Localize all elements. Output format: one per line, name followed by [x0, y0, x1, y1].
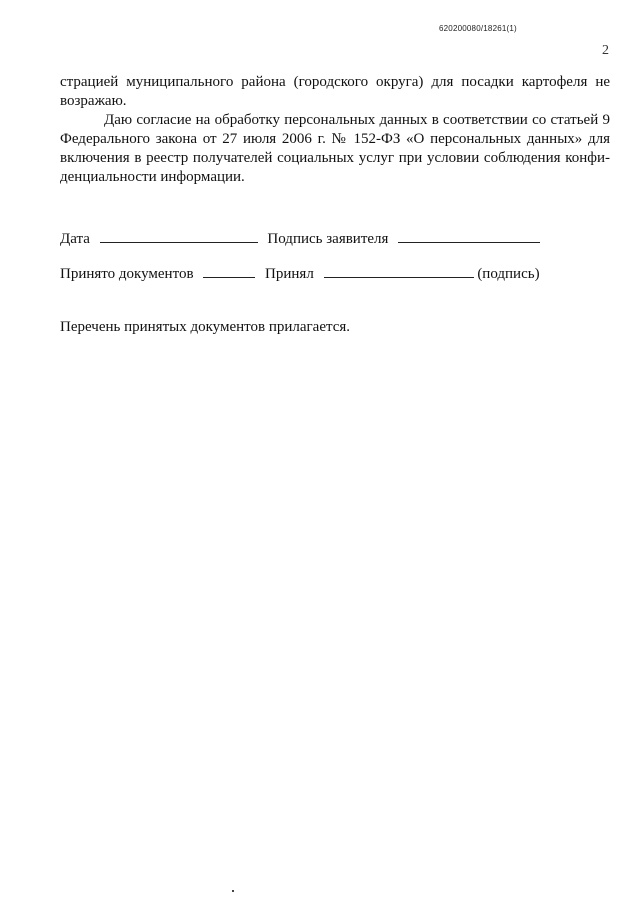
- date-signature-row: [60, 229, 540, 249]
- signature-hint: (подпись): [477, 266, 540, 282]
- scan-speck: [232, 890, 234, 892]
- docs-accepted-label: Принято документов: [60, 266, 194, 282]
- paragraph-continuation: страцией муниципального района (городского округа) для посадки картофеля не возражаю.: [60, 74, 610, 109]
- paragraph-consent: Даю согласие на обработку персональных данных в соответствии со статьей 9 Федерального закона от 27 июля 2006 г. № 152-ФЗ «О персональных данных» для включения в реестр получателей социальных услуг при условии соблюдения конфиденциальности информации.: [60, 112, 610, 185]
- date-label: Дата: [60, 231, 90, 247]
- page-number: 2: [602, 43, 609, 58]
- date-blank: [100, 229, 258, 243]
- docs-count-blank: [203, 264, 255, 278]
- attachments-note: Перечень принятых документов прилагается.: [60, 319, 351, 335]
- accepted-by-blank: [324, 264, 474, 278]
- document-body: [60, 73, 610, 187]
- signature-blank: [398, 229, 540, 243]
- accepted-by-label: Принял: [265, 266, 314, 282]
- signature-label: Подпись заявителя: [267, 231, 389, 247]
- acceptance-row: [60, 264, 540, 284]
- document-code: 620200080/18261(1): [439, 24, 517, 33]
